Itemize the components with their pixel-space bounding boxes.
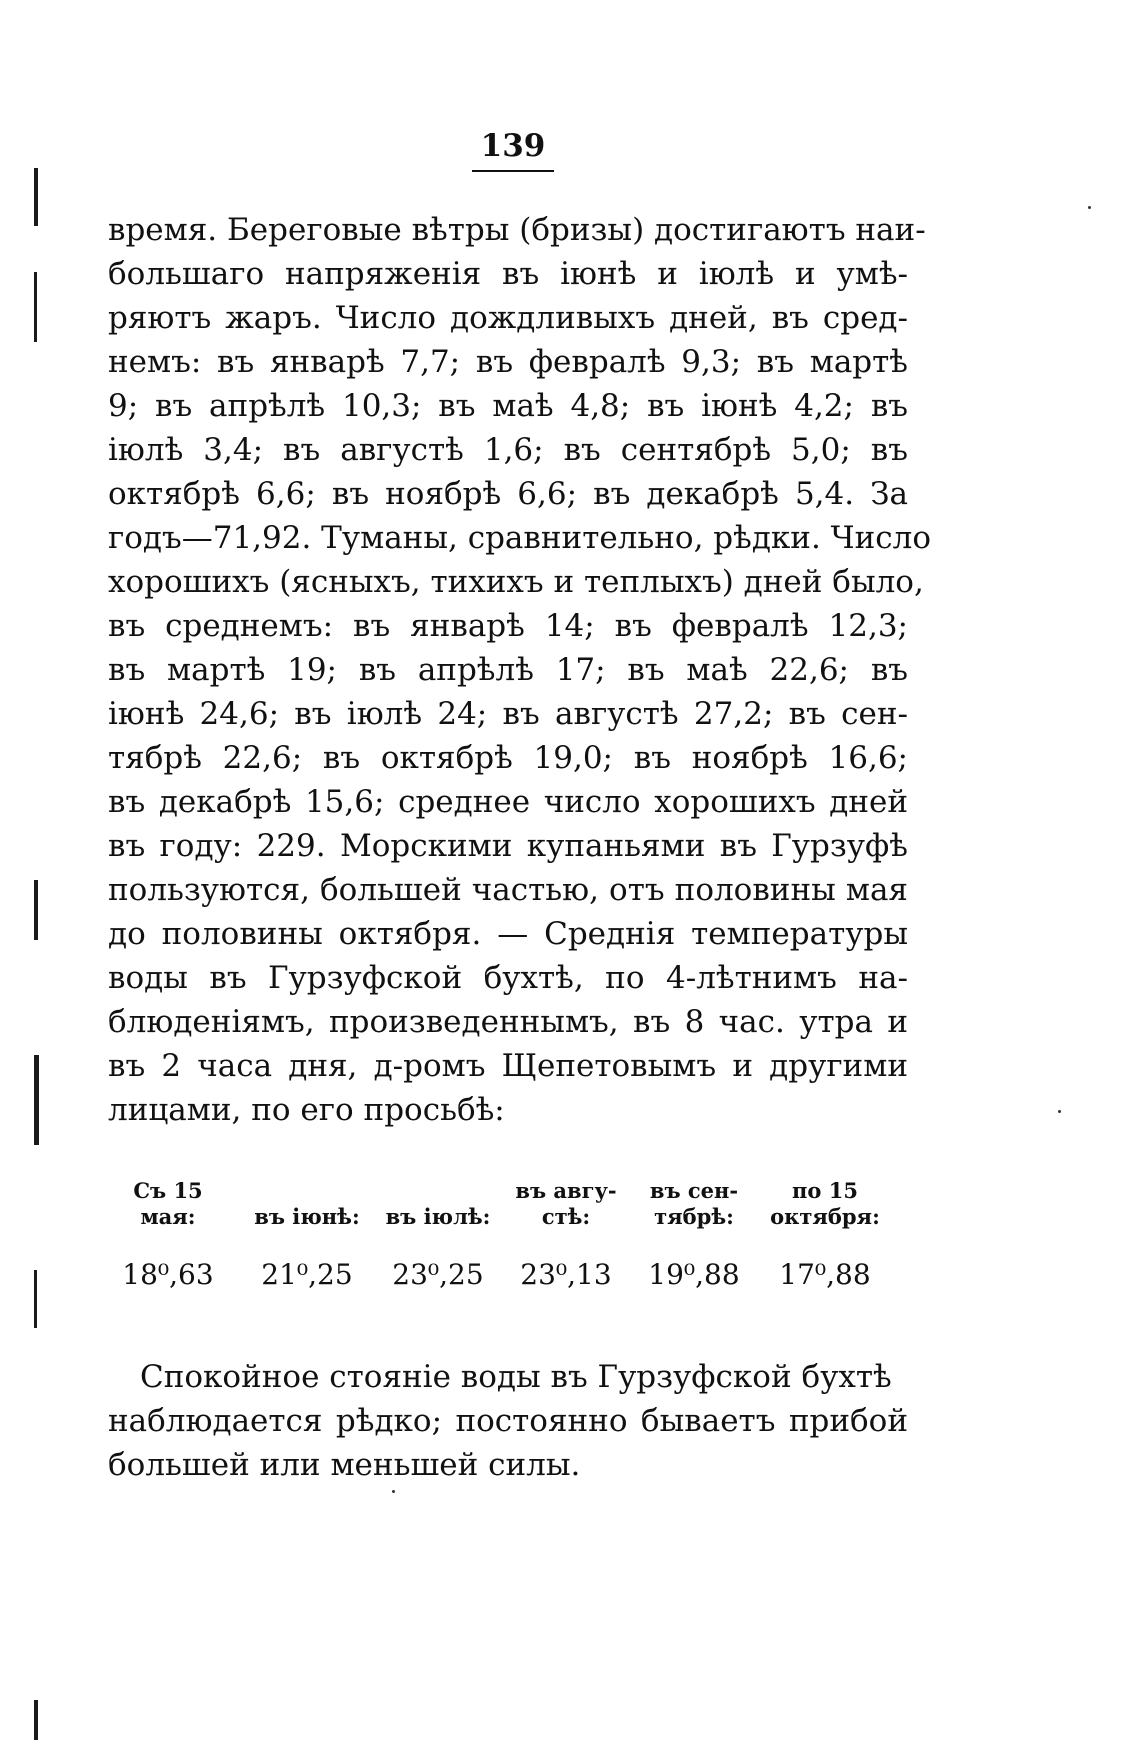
table-header-cell: въ сен- тябрѣ: xyxy=(649,1178,739,1229)
margin-scan-mark xyxy=(34,880,38,940)
paragraph-line: время. Береговые вѣтры (бризы) достигаютъ наи- xyxy=(108,212,926,248)
table-value-cell: 18⁰,63 xyxy=(122,1258,214,1291)
closing-line: Спокойное стояніе воды въ Гурзуфской бухтѣ xyxy=(140,1359,892,1395)
paragraph-line: хорошихъ (ясныхъ, тихихъ и теплыхъ) дней было, xyxy=(108,564,924,600)
table-value-cell: 17⁰,88 xyxy=(779,1258,871,1291)
paragraph-line: ряютъ жаръ. Число дождливыхъ дней, въ сред- xyxy=(108,300,908,336)
paragraph-line: іюнѣ 24,6; въ іюлѣ 24; въ августѣ 27,2; въ сен- xyxy=(108,696,908,732)
paragraph-line: въ году: 229. Морскими купаньями въ Гурзуфѣ xyxy=(108,828,908,864)
paragraph-line: въ мартѣ 19; въ апрѣлѣ 17; въ маѣ 22,6; въ xyxy=(108,652,908,688)
paragraph-line: пользуются, большей частью, отъ половины мая xyxy=(108,872,908,908)
table-value-row xyxy=(104,1258,884,1292)
page-number-rule xyxy=(472,170,554,172)
scan-speck xyxy=(1058,1110,1061,1113)
paragraph-line: блюденіямъ, произведеннымъ, въ 8 час. утра и xyxy=(108,1004,908,1040)
paragraph-line: въ декабрѣ 15,6; среднее число хорошихъ дней xyxy=(108,784,908,820)
closing-line: большей или меньшей силы. xyxy=(108,1447,581,1483)
margin-scan-mark xyxy=(34,1055,39,1145)
page-number: 139 xyxy=(480,128,546,164)
table-value-cell: 19⁰,88 xyxy=(648,1258,740,1291)
closing-paragraph xyxy=(140,1355,908,1399)
main-paragraph xyxy=(108,208,931,1132)
paragraph-line: большаго напряженія въ іюнѣ и іюлѣ и умѣ- xyxy=(108,256,908,292)
closing-line: наблюдается рѣдко; постоянно бываетъ прибой xyxy=(108,1403,908,1439)
scan-speck xyxy=(392,1490,395,1493)
margin-scan-mark xyxy=(34,168,38,226)
table-header-cell: по 15 октября: xyxy=(770,1178,880,1229)
margin-scan-mark xyxy=(34,272,37,342)
table-value-cell: 21⁰,25 xyxy=(261,1258,353,1291)
closing-paragraph-continued xyxy=(108,1399,908,1487)
table-header-cell: Съ 15 мая: xyxy=(133,1178,203,1229)
paragraph-line: 9; въ апрѣлѣ 10,3; въ маѣ 4,8; въ іюнѣ 4,2; въ xyxy=(108,388,908,424)
table-header-cell: въ авгу- стѣ: xyxy=(515,1178,617,1229)
paragraph-line: въ 2 часа дня, д-ромъ Щепетовымъ и другими xyxy=(108,1048,908,1084)
table-header-cell: въ іюлѣ: xyxy=(385,1204,491,1229)
paragraph-line: лицами, по его просьбѣ: xyxy=(108,1092,505,1128)
paragraph-line: до половины октября. — Среднія температуры xyxy=(108,916,908,952)
table-value-cell: 23⁰,25 xyxy=(392,1258,484,1291)
paragraph-line: октябрѣ 6,6; въ ноябрѣ 6,6; въ декабрѣ 5,4. За xyxy=(108,476,908,512)
paragraph-line: тябрѣ 22,6; въ октябрѣ 19,0; въ ноябрѣ 16,6; xyxy=(108,740,908,776)
table-header-cell: въ іюнѣ: xyxy=(254,1204,360,1229)
margin-scan-mark xyxy=(34,1270,37,1328)
paragraph-line: годъ—71,92. Туманы, сравнительно, рѣдки. Число xyxy=(108,520,931,556)
paragraph-line: іюлѣ 3,4; въ августѣ 1,6; въ сентябрѣ 5,0; въ xyxy=(108,432,908,468)
table-header-row xyxy=(104,1178,884,1230)
scan-speck xyxy=(1088,206,1091,209)
table-value-cell: 23⁰,13 xyxy=(520,1258,612,1291)
margin-scan-mark xyxy=(34,1700,38,1740)
paragraph-line: немъ: въ январѣ 7,7; въ февралѣ 9,3; въ мартѣ xyxy=(108,344,908,380)
water-temperature-table xyxy=(104,1178,884,1292)
paragraph-line: въ среднемъ: въ январѣ 14; въ февралѣ 12,3; xyxy=(108,608,908,644)
paragraph-line: воды въ Гурзуфской бухтѣ, по 4-лѣтнимъ на- xyxy=(108,960,908,996)
